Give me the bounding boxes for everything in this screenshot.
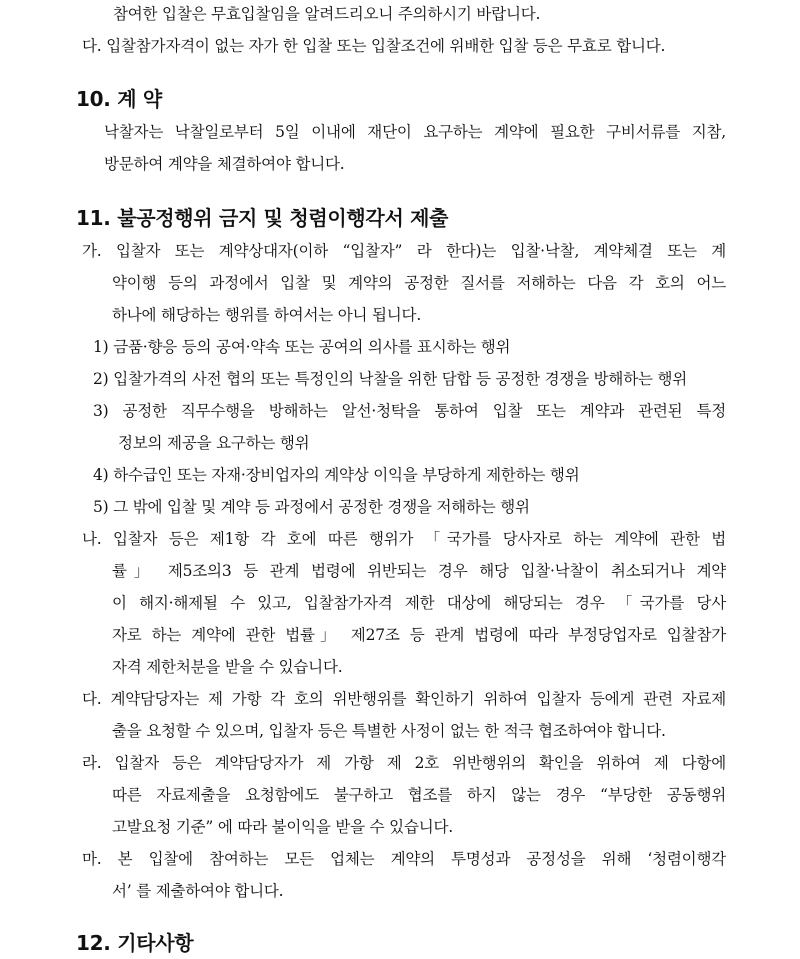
clause-na-line-3: 이 해지·해제될 수 있고, 입찰참가자격 제한 대상에 해당되는 경우 「국가를 당사 [112, 594, 726, 612]
section-10-line-1: 낙찰자는 낙찰일로부터 5일 이내에 재단이 요구하는 계약에 필요한 구비서류를 지참, [104, 123, 726, 141]
item-5: 5) 그 밖에 입찰 및 계약 등 과정에서 공정한 경쟁을 저해하는 행위 [93, 498, 530, 516]
item-2: 2) 입찰가격의 사전 협의 또는 특정인의 낙찰을 위한 담합 등 공정한 경쟁을 방해하는 행위 [93, 370, 688, 388]
clause-ma-line-2: 서’ 를 제출하여야 합니다. [112, 882, 284, 900]
clause-ga-line-3: 하나에 해당하는 행위를 하여서는 아니 됩니다. [112, 306, 422, 324]
clause-na-line-4: 자로 하는 계약에 관한 법률」 제27조 등 관계 법령에 따라 부정당업자로 입찰참가 [112, 626, 726, 644]
clause-da-line-2: 출을 요청할 수 있으며, 입찰자 등은 특별한 사정이 없는 한 적극 협조하여야 합니다. [112, 722, 666, 740]
item-3-line-2: 정보의 제공을 요구하는 행위 [118, 434, 310, 452]
clause-na-line-5: 자격 제한처분을 받을 수 있습니다. [112, 658, 343, 676]
section-11-heading: 11. 불공정행위 금지 및 청렴이행각서 제출 [76, 206, 449, 230]
clause-na-line-1: 나. 입찰자 등은 제1항 각 호에 따른 행위가 「국가를 당사자로 하는 계약에 관한 법 [82, 530, 726, 548]
clause-da-invalid-bid: 다. 입찰참가자격이 없는 자가 한 입찰 또는 입찰조건에 위배한 입찰 등은 무효로 합니다. [82, 37, 666, 55]
clause-ra-line-2: 따른 자료제출을 요청함에도 불구하고 협조를 하지 않는 경우 “부당한 공동행위 [112, 786, 726, 804]
item-3-line-1: 3) 공정한 직무수행을 방해하는 알선·청탁을 통하여 입찰 또는 계약과 관련된 특정 [93, 402, 726, 420]
item-1: 1) 금품·향응 등의 공여·약속 또는 공여의 의사를 표시하는 행위 [93, 338, 511, 356]
clause-ra-line-1: 라. 입찰자 등은 계약담당자가 제 가항 제 2호 위반행위의 확인을 위하여 제 다항에 [82, 754, 726, 772]
item-4: 4) 하수급인 또는 자재·장비업자의 계약상 이익을 부당하게 제한하는 행위 [93, 466, 580, 484]
clause-ma-line-1: 마. 본 입찰에 참여하는 모든 업체는 계약의 투명성과 공정성을 위해 ‘청렴이행각 [82, 850, 726, 868]
section-10-line-2: 방문하여 계약을 체결하여야 합니다. [104, 155, 345, 173]
section-12-heading: 12. 기타사항 [76, 931, 194, 955]
section-10-heading: 10. 계 약 [76, 87, 162, 111]
continuation-line: 참여한 입찰은 무효입찰임을 알려드리오니 주의하시기 바랍니다. [113, 5, 541, 23]
clause-ga-line-1: 가. 입찰자 또는 계약상대자(이하 “입찰자” 라 한다)는 입찰·낙찰, 계약체결 또는 계 [82, 242, 726, 260]
clause-ra-line-3: 고발요청 기준” 에 따라 불이익을 받을 수 있습니다. [112, 818, 454, 836]
clause-da-line-1: 다. 계약담당자는 제 가항 각 호의 위반행위를 확인하기 위하여 입찰자 등에게 관련 자료제 [82, 690, 726, 708]
clause-ga-line-2: 약이행 등의 과정에서 입찰 및 계약의 공정한 질서를 저해하는 다음 각 호의 어느 [112, 274, 726, 292]
clause-na-line-2: 률」 제5조의3 등 관계 법령에 위반되는 경우 해당 입찰·낙찰이 취소되거나 계약 [112, 562, 726, 580]
